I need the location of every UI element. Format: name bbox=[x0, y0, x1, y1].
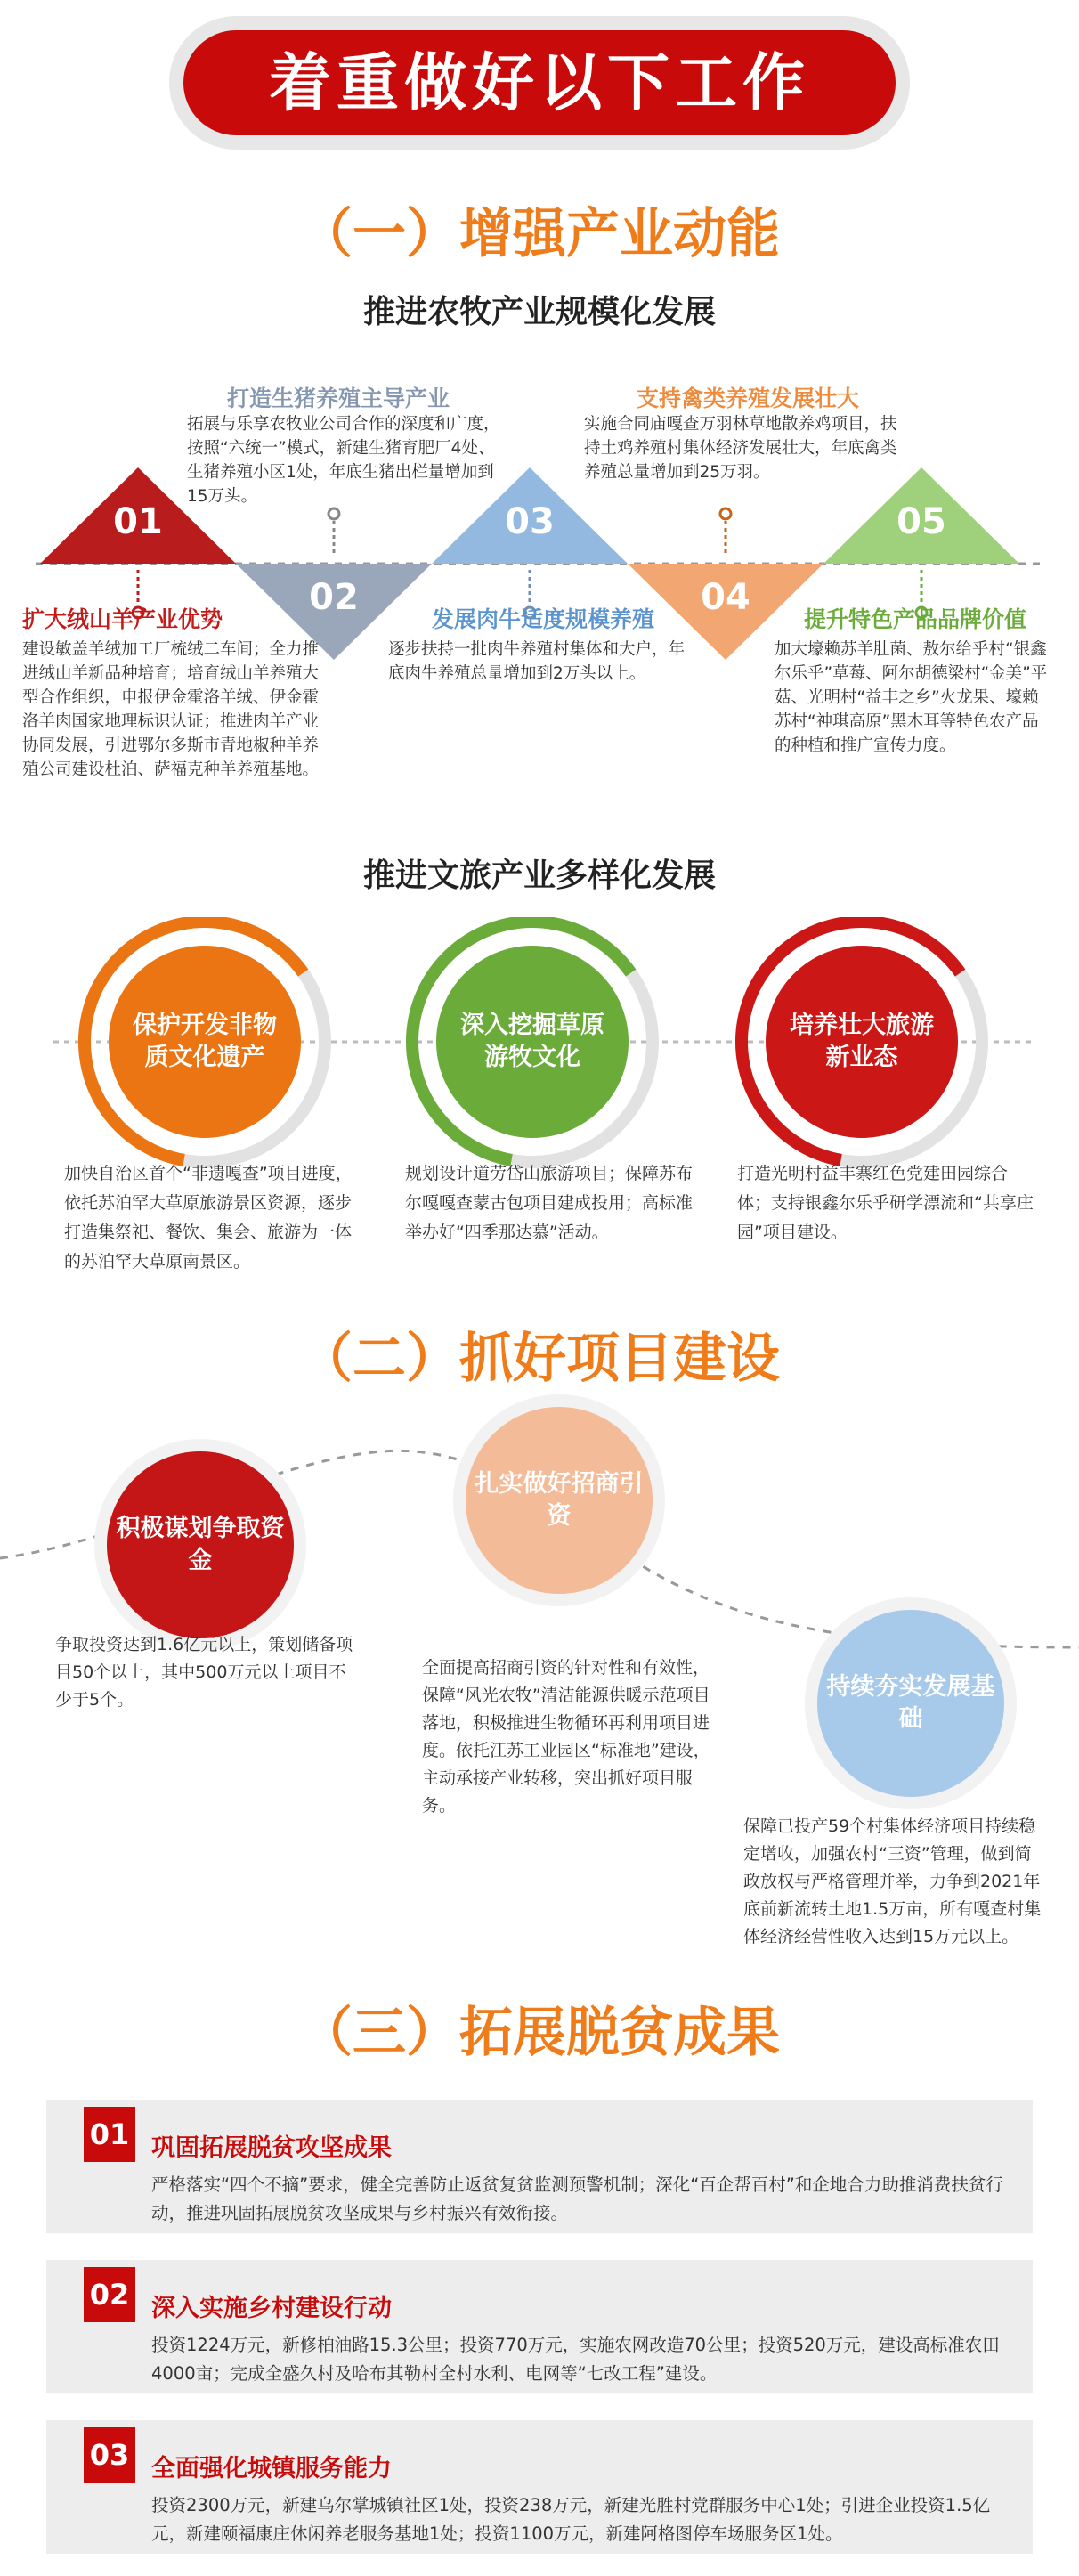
card-2-number: 02 bbox=[84, 2267, 135, 2322]
page-banner: 着重做好以下工作 bbox=[183, 30, 896, 135]
card-3-title: 全面强化城镇服务能力 bbox=[151, 2455, 392, 2483]
ring-3-body: 打造光明村益丰寨红色党建田园综合体；支持银鑫尔乐乎研学漂流和“共享庄园”项目建设。 bbox=[737, 1164, 1034, 1242]
ring-1-label: 保护开发非物质文化遗产 bbox=[133, 1012, 277, 1071]
ring-2-body: 规划设计道劳岱山旅游项目；保障苏布尔嘎嘎查蒙古包项目建成投用；高标准举办好“四季那达慕”活动。 bbox=[405, 1164, 694, 1242]
project-2-body: 全面提高招商引资的针对性和有效性，保障“风光农牧”清洁能源供暖示范项目落地，积极推进生物循环再利用项目进度。依托江苏工业园区“标准地”建设，主动承接产业转移，突出抓好项目服务。 bbox=[422, 1658, 710, 1816]
card-2-body: 投资1224万元，新修柏油路15.3公里；投资770万元，实施农网改造70公里；投资520万元，建设高标准农田4000亩；完成全盛久村及哈布其勒村全村水利、电网等“七改工程”建设。 bbox=[151, 2335, 1000, 2384]
project-circle-1: 积极谋划争取资金 bbox=[107, 1451, 294, 1638]
item-03-title: 发展肉牛适度规模养殖 bbox=[431, 606, 654, 632]
section1-title: （一）增强产业动能 bbox=[299, 203, 780, 265]
card-3-number: 03 bbox=[84, 2427, 135, 2483]
item-01-title: 扩大绒山羊产业优势 bbox=[22, 606, 223, 632]
item-04-title: 支持禽类养殖发展壮大 bbox=[636, 386, 859, 411]
item-01-body: 建设敏盖羊绒加工厂梳绒二车间；全力推进绒山羊新品种培育；培育绒山羊养殖大型合作组织，申报伊金霍洛羊绒、伊金霍洛羊肉国家地理标识认证；推进肉羊产业协同发展，引进鄂尔多斯市青地椒种羊养殖公司建设杜泊、萨福克种羊养殖基地。 bbox=[22, 640, 320, 779]
project-circle-2: 扎实做好招商引资 bbox=[466, 1407, 653, 1594]
ring-1-body: 加快自治区首个“非遗嘎查”项目进度，依托苏泊罕大草原旅游景区资源，逐步打造集祭祀、餐饮、集会、旅游为一体的苏泊罕大草原南景区。 bbox=[64, 1164, 353, 1272]
ring-2-label: 深入挖掘草原游牧文化 bbox=[460, 1012, 604, 1071]
card-1-body: 严格落实“四个不摘”要求，健全完善防止返贫复贫监测预警机制；深化“百企帮百村”和企地合力助推消费扶贫行动，推进巩固拓展脱贫攻坚成果与乡村振兴有效衔接。 bbox=[151, 2174, 1003, 2223]
tri-num-01: 01 bbox=[113, 501, 163, 542]
item-05-title: 提升特色产品品牌价值 bbox=[803, 606, 1026, 632]
dot-04 bbox=[720, 508, 731, 519]
result-card-1 bbox=[46, 2100, 1033, 2233]
card-3-body: 投资2300万元，新建乌尔掌城镇社区1处，投资238万元，新建光胜村党群服务中心1处；引进企业投资1.5亿元，新建颐福康庄休闲养老服务基地1处；投资1100万元，新建阿格图停车场服务区1处。 bbox=[151, 2495, 991, 2544]
dot-02 bbox=[329, 508, 339, 519]
tri-num-05: 05 bbox=[896, 501, 946, 542]
item-02-body: 拓展与乐享农牧业公司合作的深度和广度，按照“六统一”模式，新建生猪育肥厂4处、生猪养殖小区1处，年底生猪出栏量增加到15万头。 bbox=[187, 415, 500, 506]
item-02-title: 打造生猪养殖主导产业 bbox=[226, 386, 450, 411]
card-1-title: 巩固拓展脱贫攻坚成果 bbox=[151, 2134, 392, 2162]
project-1-body: 争取投资达到1.6亿元以上，策划储备项目50个以上，其中500万元以上项目不少于5个。 bbox=[55, 1635, 353, 1710]
project-circle-3: 持续夯实发展基础 bbox=[817, 1610, 1004, 1797]
result-card-2 bbox=[46, 2260, 1033, 2393]
card-2-title: 深入实施乡村建设行动 bbox=[151, 2295, 392, 2322]
item-04-body: 实施合同庙嘎查万羽林草地散养鸡项目，扶持土鸡养殖村集体经济发展壮大，年底禽类养殖总量增加到25万羽。 bbox=[584, 415, 897, 482]
section3-title: （三）拓展脱贫成果 bbox=[299, 2002, 780, 2064]
tri-num-02: 02 bbox=[309, 577, 359, 618]
section1-subtitle-b: 推进文旅产业多样化发展 bbox=[362, 857, 716, 894]
ring-3-label: 培养壮大旅游新业态 bbox=[790, 1012, 934, 1071]
tri-num-04: 04 bbox=[701, 577, 750, 618]
tri-num-03: 03 bbox=[505, 501, 555, 542]
result-card-3 bbox=[46, 2420, 1033, 2554]
section2-title: （二）抓好项目建设 bbox=[299, 1328, 780, 1390]
project-3-body: 保障已投产59个村集体经济项目持续稳定增收，加强农村“三资”管理，做到简政放权与严格管理并举，力争到2021年底前新流转土地1.5万亩，所有嘎查村集体经济经营性收入达到15万元以上。 bbox=[743, 1816, 1042, 1946]
card-1-number: 01 bbox=[84, 2107, 135, 2162]
item-05-body: 加大壕赖苏羊肚菌、敖尔给乎村“银鑫尔乐乎”草莓、阿尔胡德梁村“金美”平菇、光明村“益丰之乡”火龙果、壕赖苏村“神琪高原”黑木耳等特色农产品的种植和推广宣传力度。 bbox=[775, 640, 1048, 755]
item-03-body: 逐步扶持一批肉牛养殖村集体和大户，年底肉牛养殖总量增加到2万头以上。 bbox=[388, 640, 686, 683]
section1-subtitle-a: 推进农牧产业规模化发展 bbox=[362, 294, 716, 330]
